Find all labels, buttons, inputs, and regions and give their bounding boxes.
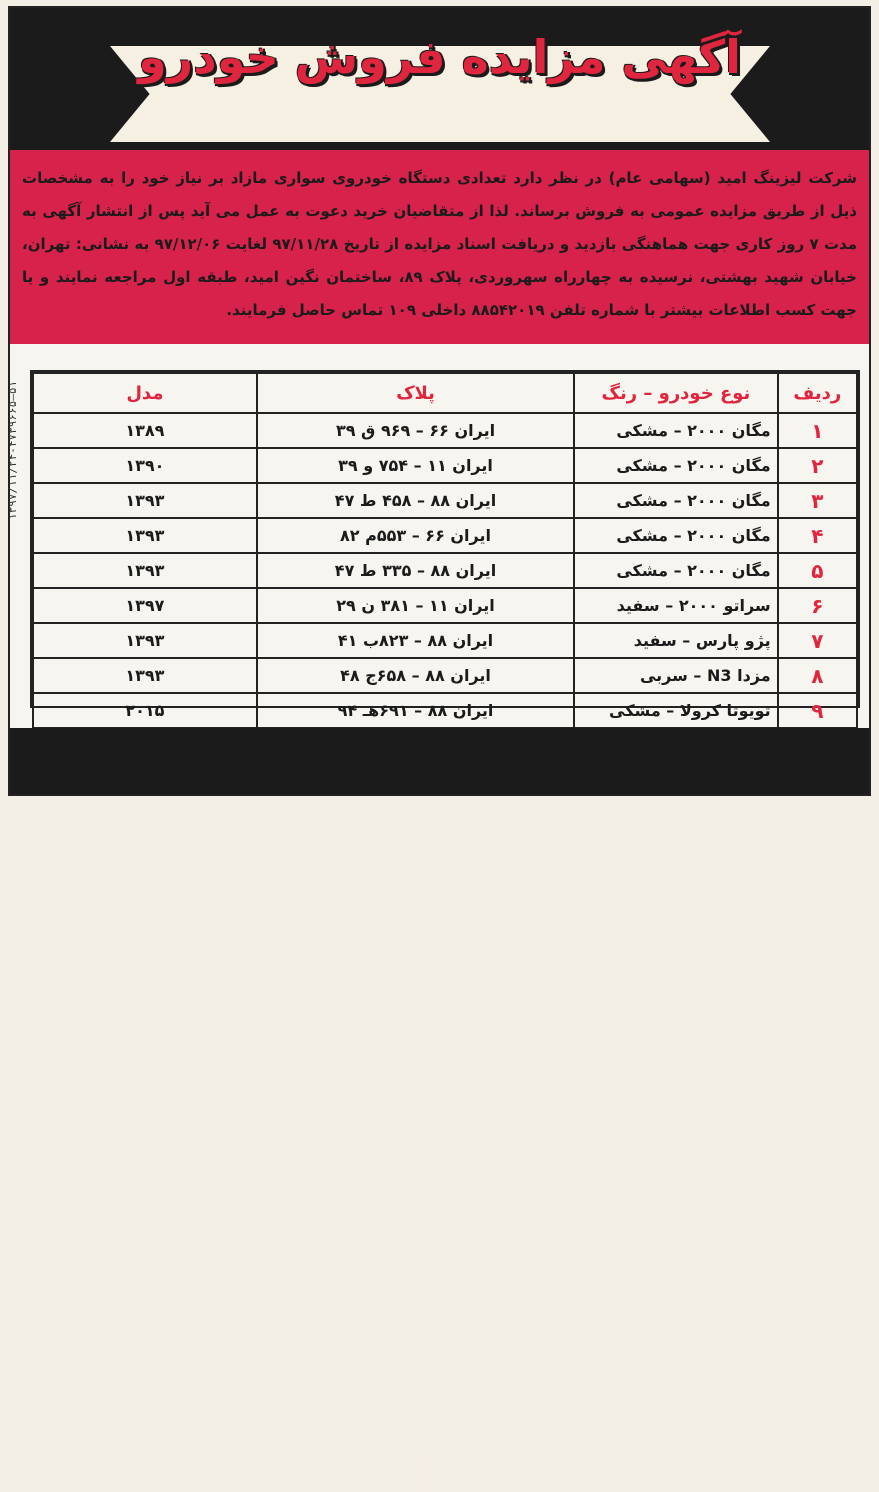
plate-number: ایران ۸۸ – ۸۲۳ب ۴۱ (257, 623, 574, 658)
table-row (33, 518, 857, 553)
car-type: مزدا N3 – سربی (574, 658, 777, 693)
row-number: ۸ (778, 658, 857, 693)
table-row (33, 413, 857, 448)
row-number: ۱ (778, 413, 857, 448)
footer-band (10, 728, 869, 794)
table-row (33, 623, 857, 658)
car-type: تویوتا کرولا – مشکی (574, 693, 777, 728)
car-type: پژو پارس – سفید (574, 623, 777, 658)
header-model: مدل (33, 373, 257, 413)
row-number: ۳ (778, 483, 857, 518)
plate-number: ایران ۸۸ – ۶۵۸ج ۴۸ (257, 658, 574, 693)
car-type: سراتو ۲۰۰۰ – سفید (574, 588, 777, 623)
header-car-type: نوع خودرو – رنگ (574, 373, 777, 413)
car-type: مگان ۲۰۰۰ – مشکی (574, 483, 777, 518)
vehicle-table-wrapper (30, 370, 860, 723)
model-year: ۲۰۱۵ (33, 693, 257, 728)
plate-number: ایران ۱۱ – ۳۸۱ ن ۲۹ (257, 588, 574, 623)
model-year: ۱۳۹۳ (33, 518, 257, 553)
car-type: مگان ۲۰۰۰ – مشکی (574, 518, 777, 553)
plate-number: ایران ۶۶ – ۹۶۹ ق ۳۹ (257, 413, 574, 448)
ad-frame (8, 6, 871, 796)
plate-number: ایران ۸۸ – ۴۵۸ ط ۴۷ (257, 483, 574, 518)
car-type: مگان ۲۰۰۰ – مشکی (574, 448, 777, 483)
plate-number: ایران ۶۶ – ۵۵۳م ۸۲ (257, 518, 574, 553)
row-number: ۹ (778, 693, 857, 728)
side-reference-code: ۵۱–۱۳۹۷/۱۱/۲۴-۴۷۳۹۶۶۵ (6, 380, 19, 520)
announcement-block (10, 150, 869, 344)
model-year: ۱۳۸۹ (33, 413, 257, 448)
ad-title: آگهی مزایده فروش خودرو (138, 30, 741, 84)
announcement-text: شرکت لیزینگ امید (سهامی عام) در نظر دارد تعدادی دستگاه خودروی سواری مازاد بر نیاز خود را به مشخصات ذیل از طریق مزایده عمومی به فروش برساند. لذا از متقاضیان خرید دعوت به عمل می آید پس از انتشار آگهی به مدت ۷ روز کاری جهت هماهنگی بازدید و دریافت اسناد مزایده از تاریخ ۹۷/۱۱/۲۸ لغایت ۹۷/۱۲/۰۶ به نشانی: تهران، خیابان شهید بهشتی، نرسیده به چهارراه سهروردی، پلاک ۸۹، ساختمان نگین امید، طبقه اول مراجعه نمایند و یا جهت کسب اطلاعات بیشتر با شماره تلفن ۸۸۵۴۲۰۱۹ داخلی ۱۰۹ تماس حاصل فرمایند. (22, 169, 858, 319)
model-year: ۱۳۹۷ (33, 588, 257, 623)
row-number: ۶ (778, 588, 857, 623)
footer-mark (428, 1456, 431, 1492)
header-plate: پلاک (257, 373, 574, 413)
plate-number: ایران ۸۸ – ۳۳۵ ط ۴۷ (257, 553, 574, 588)
table-header-row (33, 373, 857, 413)
model-year: ۱۳۹۳ (33, 553, 257, 588)
header-row-number: ردیف (778, 373, 857, 413)
table-row (33, 448, 857, 483)
plate-number: ایران ۱۱ – ۷۵۴ و ۳۹ (257, 448, 574, 483)
table-row (33, 588, 857, 623)
row-number: ۷ (778, 623, 857, 658)
row-number: ۵ (778, 553, 857, 588)
vehicle-table (32, 372, 858, 729)
table-row (33, 553, 857, 588)
header-band (10, 8, 869, 150)
car-type: مگان ۲۰۰۰ – مشکی (574, 553, 777, 588)
model-year: ۱۳۹۳ (33, 483, 257, 518)
table-row (33, 483, 857, 518)
row-number: ۴ (778, 518, 857, 553)
model-year: ۱۳۹۳ (33, 623, 257, 658)
row-number: ۲ (778, 448, 857, 483)
plate-number: ایران ۸۸ – ۶۹۱هـ ۹۴ (257, 693, 574, 728)
model-year: ۱۳۹۳ (33, 658, 257, 693)
car-type: مگان ۲۰۰۰ – مشکی (574, 413, 777, 448)
table-row (33, 658, 857, 693)
table-row (33, 693, 857, 728)
model-year: ۱۳۹۰ (33, 448, 257, 483)
